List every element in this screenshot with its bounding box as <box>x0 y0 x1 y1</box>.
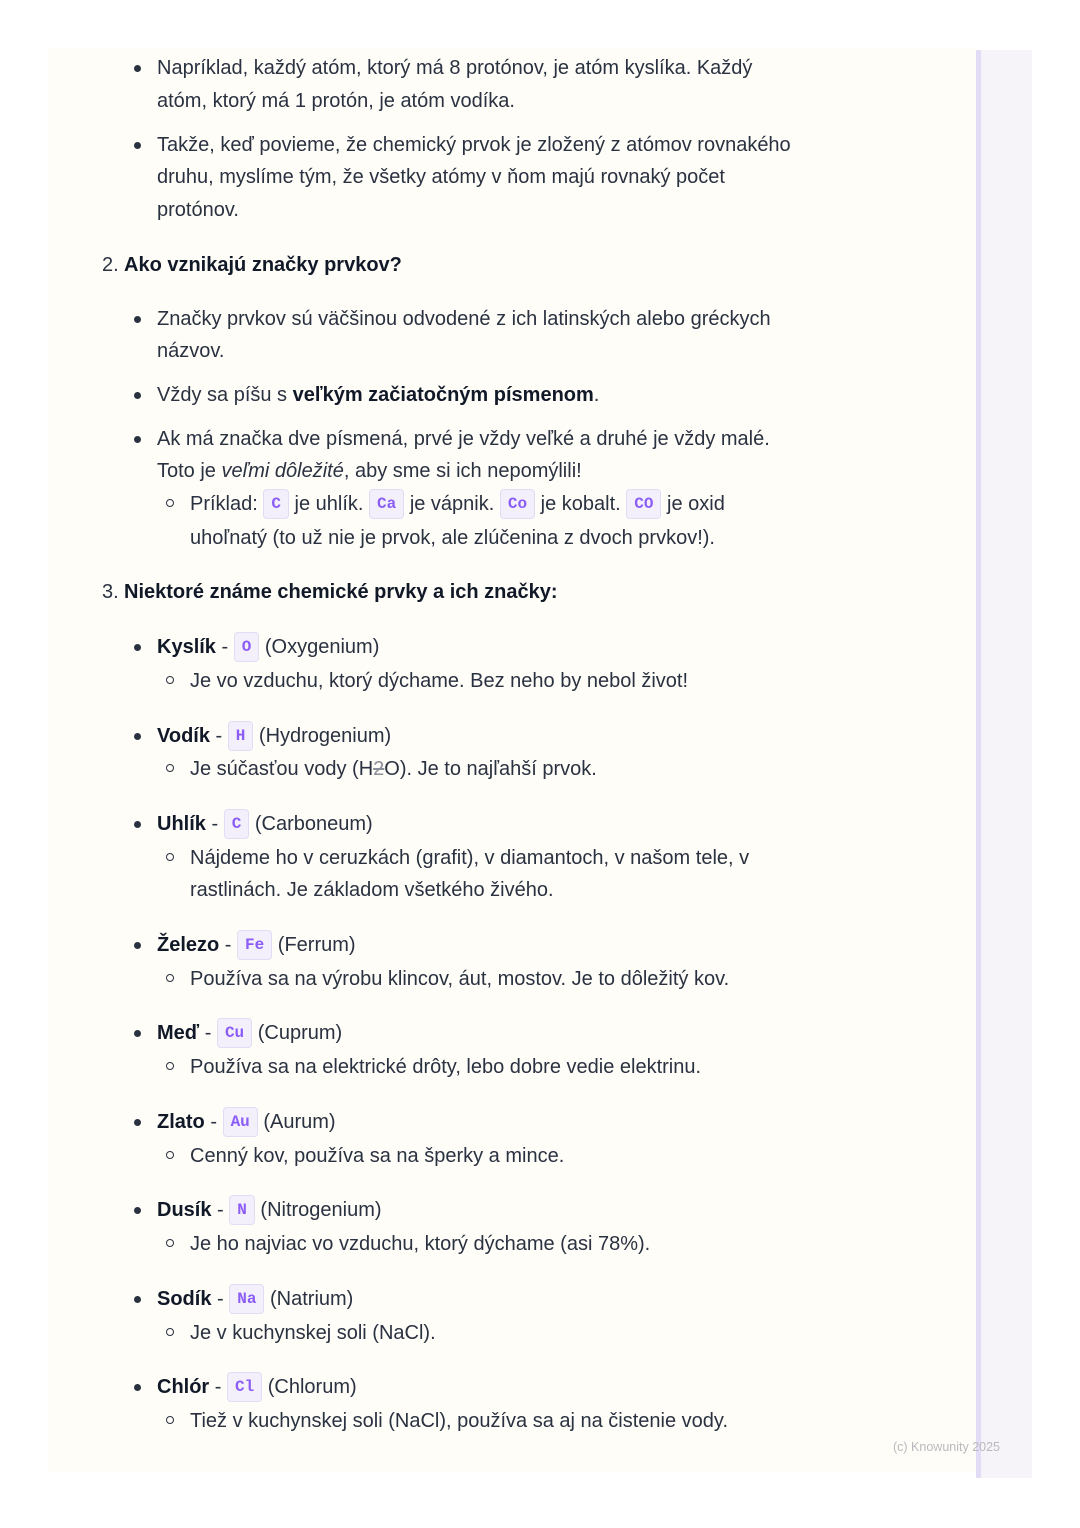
element-name: Meď <box>157 1022 200 1044</box>
element-name: Uhlík <box>157 813 206 835</box>
text-line: názvov. <box>157 340 225 362</box>
latin-name: (Cuprum) <box>257 1022 343 1044</box>
symbol-chip: CO <box>626 489 661 519</box>
text-line: Ak má značka dve písmená, prvé je vždy veľké a druhé je vždy malé. <box>157 428 770 450</box>
latin-name: (Chlorum) <box>267 1376 357 1398</box>
text-span: O). Je to najľahší prvok. <box>384 758 597 780</box>
element-item: Vodík - H (Hydrogenium) <box>157 720 391 753</box>
bullet-circle-icon <box>166 974 174 982</box>
text-span: , aby sme si ich nepomýlili! <box>343 460 582 482</box>
bullet-circle-icon <box>166 764 174 772</box>
text-span: Je súčasťou vody (H <box>190 758 374 780</box>
text-line: atóm, ktorý má 1 protón, je atóm vodíka. <box>157 90 515 112</box>
bullet-circle-icon <box>166 1416 174 1424</box>
bullet-disc-icon <box>134 1296 141 1303</box>
bullet-circle-icon <box>166 1062 174 1070</box>
element-item: Chlór - Cl (Chlorum) <box>157 1371 357 1404</box>
text-line: protónov. <box>157 199 239 221</box>
symbol-chip: Cl <box>227 1372 262 1402</box>
latin-name: (Oxygenium) <box>264 636 380 658</box>
text-span: . <box>593 384 600 406</box>
side-rail <box>976 50 1032 1478</box>
text-span: Vždy sa píšu s <box>157 384 293 406</box>
bullet-disc-icon <box>134 821 141 828</box>
bullet-disc-icon <box>134 1207 141 1214</box>
latin-name: (Natrium) <box>270 1288 354 1310</box>
element-note: Používa sa na výrobu klincov, áut, mostov. Je to dôležitý kov. <box>190 968 730 990</box>
bullet-disc-icon <box>134 644 141 651</box>
element-name: Vodík <box>157 725 210 747</box>
text-span: je oxid <box>667 493 725 515</box>
bullet-disc-icon <box>134 733 141 740</box>
symbol-chip: C <box>224 809 250 839</box>
section-number: 2. <box>102 254 119 276</box>
latin-name: (Aurum) <box>263 1111 336 1133</box>
symbol-chip: Fe <box>237 930 272 960</box>
text-span: je vápnik. <box>409 493 495 515</box>
bullet-disc-icon <box>134 436 141 443</box>
element-name: Dusík <box>157 1199 212 1221</box>
subscript-artifact: 2 <box>373 758 385 780</box>
bullet-circle-icon <box>166 853 174 861</box>
element-note: Je vo vzduchu, ktorý dýchame. Bez neho by nebol život! <box>190 670 689 692</box>
element-name: Kyslík <box>157 636 216 658</box>
element-note: Cenný kov, používa sa na šperky a mince. <box>190 1145 565 1167</box>
element-item: Dusík - N (Nitrogenium) <box>157 1194 382 1227</box>
element-item: Železo - Fe (Ferrum) <box>157 929 356 962</box>
bullet-disc-icon <box>134 1384 141 1391</box>
element-item: Kyslík - O (Oxygenium) <box>157 631 379 664</box>
element-name: Železo <box>157 934 220 956</box>
bullet-disc-icon <box>134 942 141 949</box>
element-item: Zlato - Au (Aurum) <box>157 1106 336 1139</box>
text-line: druhu, myslíme tým, že všetky atómy v ňom majú rovnaký počet <box>157 166 725 188</box>
element-item: Meď - Cu (Cuprum) <box>157 1017 342 1050</box>
text-line: uhoľnatý (to už nie je prvok, ale zlúčenina z dvoch prvkov!). <box>190 527 715 549</box>
element-item: Sodík - Na (Natrium) <box>157 1283 353 1316</box>
element-item: Uhlík - C (Carboneum) <box>157 808 373 841</box>
symbol-chip: Au <box>223 1107 258 1137</box>
symbol-chip: Ca <box>369 489 404 519</box>
text-line: Značky prvkov sú väčšinou odvodené z ich latinských alebo gréckych <box>157 308 771 330</box>
element-note: Používa sa na elektrické drôty, lebo dobre vedie elektrinu. <box>190 1056 702 1078</box>
copyright-footer: (c) Knowunity 2025 <box>893 1440 1001 1454</box>
element-note: Je ho najviac vo vzduchu, ktorý dýchame (asi 78%). <box>190 1233 651 1255</box>
element-name: Zlato <box>157 1111 205 1133</box>
symbol-chip: O <box>234 632 260 662</box>
symbol-chip: Cu <box>217 1018 252 1048</box>
latin-name: (Carboneum) <box>254 813 373 835</box>
latin-name: (Nitrogenium) <box>260 1199 382 1221</box>
bullet-disc-icon <box>134 1030 141 1037</box>
bullet-circle-icon <box>166 676 174 684</box>
bullet-disc-icon <box>134 65 141 72</box>
symbol-chip: H <box>228 721 254 751</box>
latin-name: (Ferrum) <box>277 934 356 956</box>
element-note: Tiež v kuchynskej soli (NaCl), používa sa aj na čistenie vody. <box>190 1410 728 1432</box>
section-number: 3. <box>102 581 119 603</box>
element-note: Je v kuchynskej soli (NaCl). <box>190 1322 436 1344</box>
bullet-circle-icon <box>166 1328 174 1336</box>
symbol-chip: N <box>229 1195 255 1225</box>
element-note <box>190 753 597 786</box>
symbol-chip: Na <box>229 1284 264 1314</box>
symbol-chip: C <box>263 489 289 519</box>
example-label: Príklad: <box>190 493 258 515</box>
element-note: Nájdeme ho v ceruzkách (grafit), v diamantoch, v našom tele, v <box>190 847 750 869</box>
bullet-disc-icon <box>134 142 141 149</box>
latin-name: (Hydrogenium) <box>258 725 392 747</box>
text-line <box>157 455 582 488</box>
element-name: Sodík <box>157 1288 212 1310</box>
text-span: je kobalt. <box>540 493 621 515</box>
bullet-disc-icon <box>134 392 141 399</box>
section-heading: Niektoré známe chemické prvky a ich značky: <box>124 581 558 603</box>
text-line <box>157 379 599 412</box>
section-heading: Ako vznikajú značky prvkov? <box>124 254 402 276</box>
bullet-disc-icon <box>134 316 141 323</box>
bullet-circle-icon <box>166 1151 174 1159</box>
bullet-circle-icon <box>166 1239 174 1247</box>
text-line: Napríklad, každý atóm, ktorý má 8 protónov, je atóm kyslíka. Každý <box>157 57 753 79</box>
emphasis-italic: veľmi dôležité <box>221 460 344 482</box>
example-line <box>190 488 725 521</box>
text-span: je uhlík. <box>294 493 364 515</box>
bullet-circle-icon <box>166 499 174 507</box>
side-rail-accent <box>976 50 981 1478</box>
element-name: Chlór <box>157 1376 210 1398</box>
emphasis-bold: veľkým začiatočným písmenom <box>292 384 594 406</box>
text-line: Takže, keď povieme, že chemický prvok je zložený z atómov rovnakého <box>157 134 791 156</box>
symbol-chip: Co <box>500 489 535 519</box>
bullet-disc-icon <box>134 1119 141 1126</box>
element-note: rastlinách. Je základom všetkého živého. <box>190 879 554 901</box>
text-span: Toto je <box>157 460 222 482</box>
